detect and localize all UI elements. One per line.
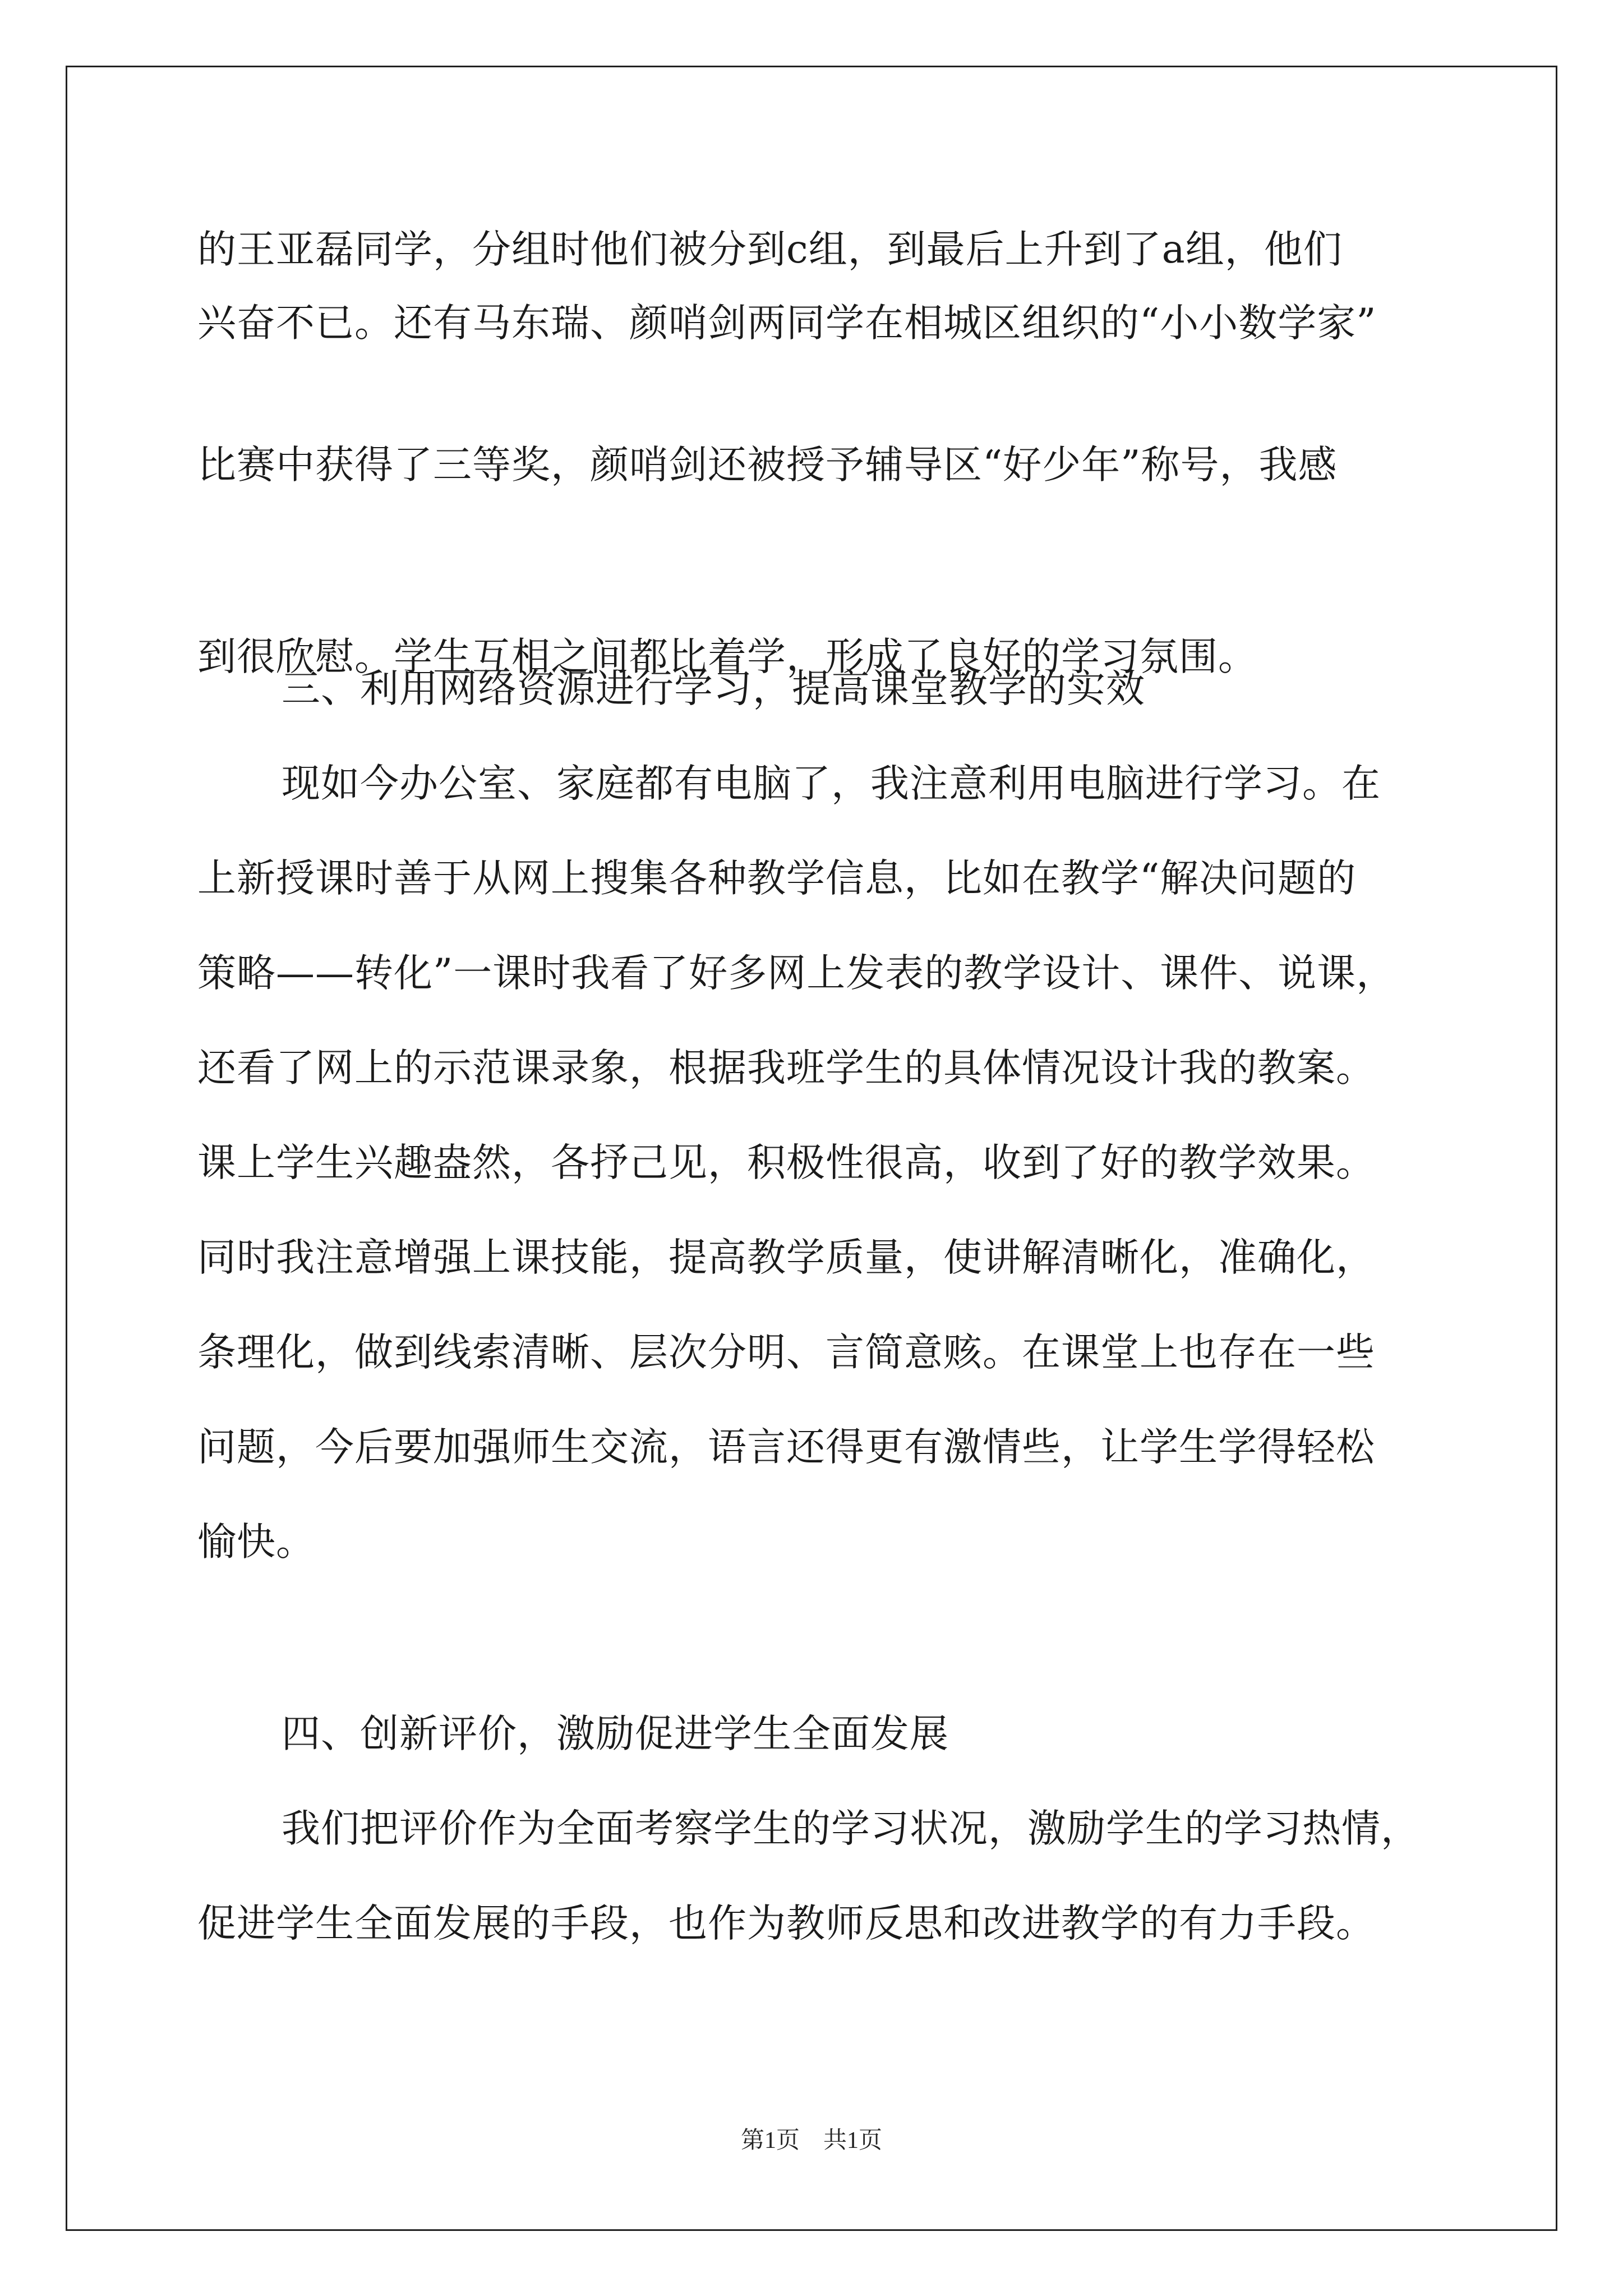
paragraph-2-line-5: 课上学生兴趣盎然，各抒己见，积极性很高，收到了好的教学效果。 <box>197 1140 1375 1185</box>
paragraph-2-line-6: 同时我注意增强上课技能，提高教学质量，使讲解清晰化，准确化， <box>197 1235 1375 1280</box>
paragraph-1-line-1: 的王亚磊同学，分组时他们被分到c组，到最后上升到了a组，他们 <box>197 227 1343 272</box>
page-footer: 第1页 共1页 <box>740 2128 882 2154</box>
paragraph-2-line-9: 愉快。 <box>197 1520 315 1565</box>
paragraph-2-line-8: 问题，今后要加强师生交流，语言还得更有激情些，让学生学得轻松 <box>197 1425 1375 1470</box>
paragraph-2-line-4: 还看了网上的示范课录象，根据我班学生的具体情况设计我的教案。 <box>197 1046 1375 1091</box>
paragraph-2-line-2: 上新授课时善于从网上搜集各种教学信息，比如在教学“解决问题的 <box>197 856 1357 901</box>
section-heading-4: 四、创新评价，激励促进学生全面发展 <box>282 1711 949 1756</box>
section-heading-3: 三、利用网络资源进行学习，提高课堂教学的实效 <box>282 666 1145 711</box>
paragraph-1-line-4: 到很欣慰。学生互相之间都比着学，形成了良好的学习氛围。 <box>197 634 1257 679</box>
paragraph-2-line-7: 条理化，做到线索清晰、层次分明、言简意赅。在课堂上也存在一些 <box>197 1330 1375 1375</box>
paragraph-1-line-3: 比赛中获得了三等奖，颜哨剑还被授予辅导区“好少年”称号，我感 <box>197 443 1338 487</box>
paragraph-3-line-2: 促进学生全面发展的手段，也作为教师反思和改进教学的有力手段。 <box>197 1901 1375 1946</box>
paragraph-2-line-1: 现如今办公室、家庭都有电脑了，我注意利用电脑进行学习。在 <box>282 761 1381 806</box>
paragraph-3-line-1: 我们把评价作为全面考察学生的学习状况，激励学生的学习热情， <box>282 1806 1420 1851</box>
paragraph-1-line-2: 兴奋不已。还有马东瑞、颜哨剑两同学在相城区组织的“小小数学家” <box>197 301 1377 346</box>
paragraph-2-line-3: 策略——转化”一课时我看了好多网上发表的教学设计、课件、说课， <box>197 951 1396 996</box>
